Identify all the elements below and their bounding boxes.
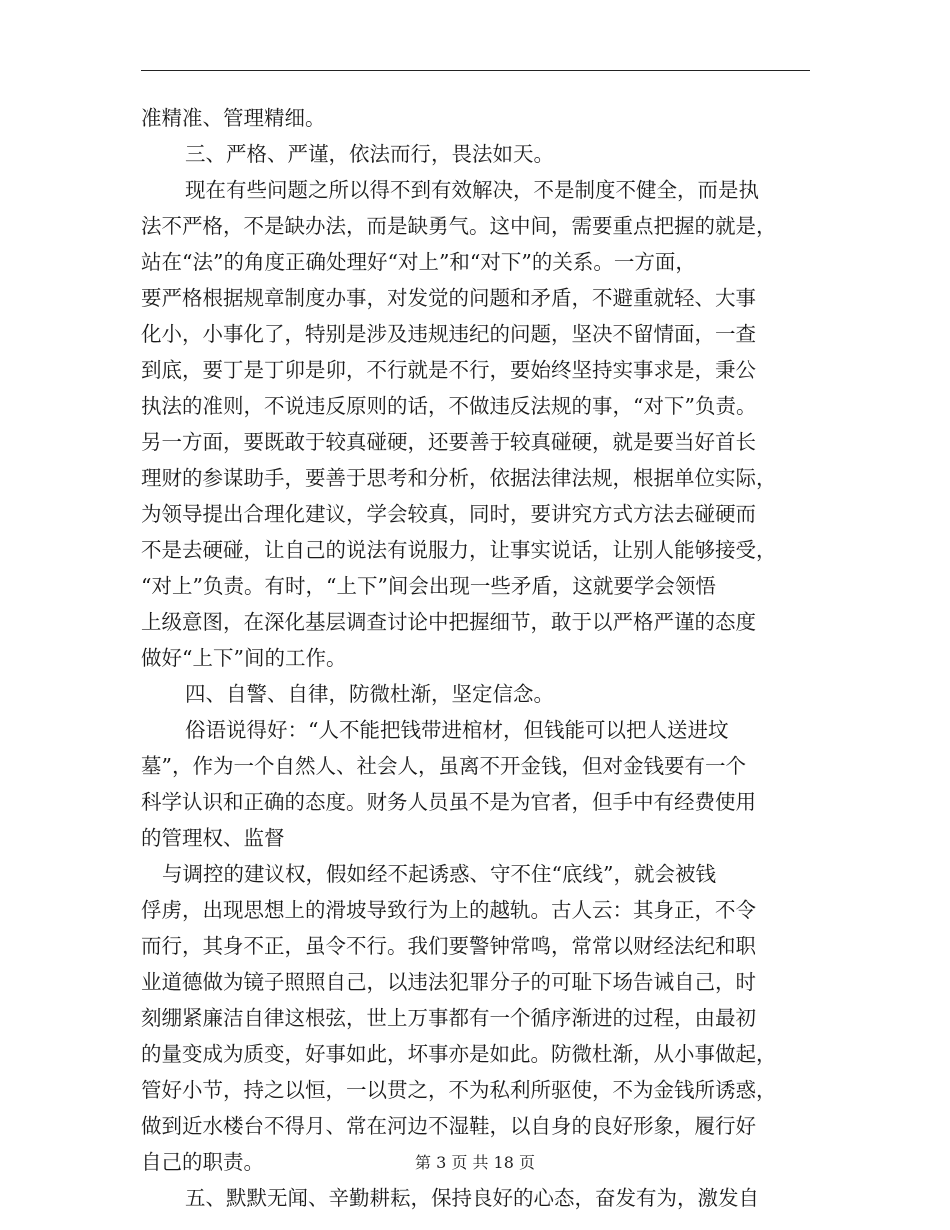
text-line: 业道德做为镜子照照自己，以违法犯罪分子的可耻下场告诫自己，时: [141, 970, 756, 994]
text-line: 站在“法”的角度正确处理好“对上”和“对下”的关系。一方面，: [141, 250, 696, 274]
document-body: [141, 100, 813, 1216]
text-line: 与调控的建议权，假如经不起诱惑、守不住“底线”，就会被钱: [162, 862, 716, 886]
text-line: 另一方面，要既敢于较真碰硬，还要善于较真碰硬，就是要当好首长: [141, 430, 756, 454]
text-line: 要严格根据规章制度办事，对发觉的问题和矛盾，不避重就轻、大事: [141, 286, 756, 310]
text-line: 到底，要丁是丁卯是卯，不行就是不行，要始终坚持实事求是，秉公: [141, 358, 756, 382]
text-line: 刻绷紧廉洁自律这根弦，世上万事都有一个循序渐进的过程，由最初: [141, 1006, 756, 1030]
text-line: “对上”负责。有时，“上下”间会出现一些矛盾，这就要学会领悟: [141, 574, 716, 598]
text-line: 做好“上下”间的工作。: [141, 646, 347, 670]
text-line: 不是去硬碰，让自己的说法有说服力，让事实说话，让别人能够接受，: [141, 538, 777, 562]
text-line: 理财的参谋助手，要善于思考和分析，依据法律法规，根据单位实际，: [141, 466, 777, 490]
text-line: 墓”，作为一个自然人、社会人，虽离不开金钱，但对金钱要有一个: [141, 754, 746, 778]
text-line: 的管理权、监督: [141, 826, 285, 850]
text-line: 自己的职责。: [141, 1150, 264, 1174]
text-line: 俘虏，出现思想上的滑坡导致行为上的越轨。古人云：其身正，不令: [141, 898, 756, 922]
text-line: 管好小节，持之以恒，一以贯之，不为私利所驱使，不为金钱所诱惑，: [141, 1078, 777, 1102]
text-line: 化小，小事化了，特别是涉及违规违纪的问题，坚决不留情面，一查: [141, 322, 756, 346]
section-heading-5: 五、默默无闻、辛勤耕耘，保持良好的心态，奋发有为，激发自: [185, 1186, 759, 1210]
text-line: 上级意图，在深化基层调查讨论中把握细节，敢于以严格严谨的态度: [141, 610, 756, 634]
text-line: 准精准、管理精细。: [141, 106, 326, 130]
text-line: 法不严格，不是缺办法，而是缺勇气。这中间，需要重点把握的就是，: [141, 214, 777, 238]
header-rule: [141, 70, 810, 71]
section-heading-4: 四、自警、自律，防微杜渐，坚定信念。: [185, 682, 554, 706]
text-line: 为领导提出合理化建议，学会较真，同时，要讲究方式方法去碰硬而: [141, 502, 756, 526]
page-number-footer: 第 3 页 共 18 页: [415, 1153, 535, 1172]
text-line: 的量变成为质变，好事如此，坏事亦是如此。防微杜渐，从小事做起，: [141, 1042, 777, 1066]
text-line: 而行，其身不正，虽令不行。我们要警钟常鸣，常常以财经法纪和职: [141, 934, 756, 958]
section-heading-3: 三、严格、严谨，依法而行，畏法如天。: [185, 142, 554, 166]
text-line: 执法的准则，不说违反原则的话，不做违反法规的事，“对下”负责。: [141, 394, 757, 418]
text-line: 做到近水楼台不得月、常在河边不湿鞋，以自身的良好形象，履行好: [141, 1114, 756, 1138]
text-line: 俗语说得好：“人不能把钱带进棺材，但钱能可以把人送进坟: [185, 718, 729, 742]
text-line: 科学认识和正确的态度。财务人员虽不是为官者，但手中有经费使用: [141, 790, 756, 814]
text-line: 现在有些问题之所以得不到有效解决，不是制度不健全，而是执: [185, 178, 759, 202]
